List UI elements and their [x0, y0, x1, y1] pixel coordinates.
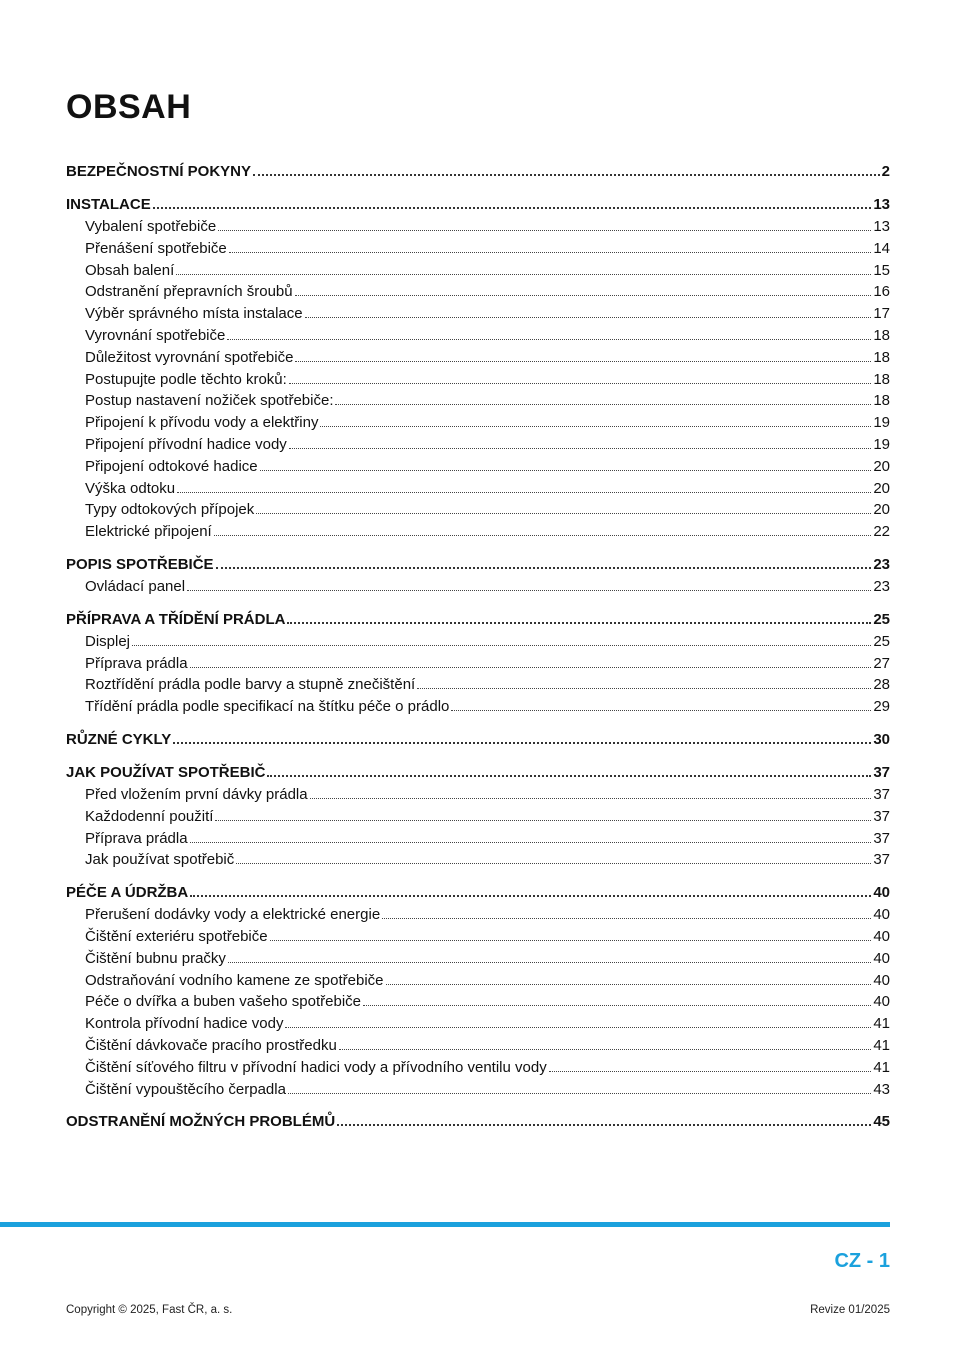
- toc-entry-page: 20: [873, 479, 890, 497]
- toc-entry-page: 16: [873, 283, 890, 301]
- toc-entry-label: Připojení k přívodu vody a elektřiny: [85, 414, 319, 432]
- dot-leader: [335, 404, 871, 405]
- toc-section: [66, 728, 890, 751]
- dot-leader: [216, 567, 872, 569]
- toc-subentry[interactable]: [66, 696, 890, 718]
- toc-entry-page: 18: [873, 370, 890, 388]
- toc-entry-page: 37: [873, 829, 890, 847]
- dot-leader: [253, 174, 880, 176]
- dot-leader: [228, 962, 871, 963]
- toc-subentry[interactable]: [66, 784, 890, 806]
- dot-leader: [289, 383, 872, 384]
- toc-entry-page: 23: [873, 555, 890, 573]
- toc-entry-page: 45: [873, 1113, 890, 1131]
- toc-entry-page: 25: [873, 632, 890, 650]
- toc-subentry[interactable]: [66, 412, 890, 434]
- toc-subentry[interactable]: [66, 521, 890, 543]
- toc-entry-label: Displej: [85, 632, 131, 650]
- toc-entry-label: Třídění prádla podle specifikací na štítku péče o prádlo: [85, 698, 450, 716]
- toc-entry-label: PÉČE A ÚDRŽBA: [66, 884, 189, 902]
- toc-subentry[interactable]: [66, 303, 890, 325]
- toc-section-heading[interactable]: [66, 881, 890, 904]
- dot-leader: [215, 820, 871, 821]
- toc-entry-label: Přerušení dodávky vody a elektrické energie: [85, 906, 381, 924]
- toc-subentry[interactable]: [66, 828, 890, 850]
- toc-section-heading[interactable]: [66, 728, 890, 751]
- toc-entry-page: 18: [873, 392, 890, 410]
- toc-entry-label: Čištění vypouštěcího čerpadla: [85, 1080, 286, 1098]
- toc-section-heading[interactable]: [66, 160, 890, 183]
- toc-section: [66, 1110, 890, 1133]
- toc-entry-label: Čištění dávkovače pracího prostředku: [85, 1036, 337, 1054]
- toc-entry-page: 14: [873, 239, 890, 257]
- toc-entry-label: Čištění bubnu pračky: [85, 949, 226, 967]
- toc-subentry[interactable]: [66, 499, 890, 521]
- toc-section-heading[interactable]: [66, 761, 890, 784]
- toc-subentry[interactable]: [66, 970, 890, 992]
- toc-entry-label: Čištění síťového filtru v přívodní hadici vody a přívodního ventilu vody: [85, 1058, 547, 1076]
- toc-entry-label: Příprava prádla: [85, 829, 188, 847]
- toc-entry-page: 27: [873, 654, 890, 672]
- toc-entry-label: Výběr správného místa instalace: [85, 305, 303, 323]
- toc-subentry[interactable]: [66, 347, 890, 369]
- toc-entry-page: 23: [873, 577, 890, 595]
- table-of-contents: [66, 160, 890, 1143]
- toc-entry-page: 40: [873, 884, 890, 902]
- toc-subentry[interactable]: [66, 478, 890, 500]
- toc-entry-label: Výška odtoku: [85, 479, 176, 497]
- page-title: OBSAH: [66, 88, 192, 126]
- dot-leader: [339, 1049, 872, 1050]
- toc-subentry[interactable]: [66, 434, 890, 456]
- dot-leader: [236, 863, 871, 864]
- toc-entry-label: Kontrola přívodní hadice vody: [85, 1015, 284, 1033]
- toc-subentry[interactable]: [66, 631, 890, 653]
- toc-entry-page: 40: [873, 993, 890, 1011]
- toc-entry-page: 40: [873, 927, 890, 945]
- toc-entry-page: 41: [873, 1015, 890, 1033]
- toc-entry-label: INSTALACE: [66, 196, 151, 213]
- dot-leader: [310, 798, 872, 799]
- toc-entry-label: ODSTRANĚNÍ MOŽNÝCH PROBLÉMŮ: [66, 1113, 336, 1131]
- toc-subentry[interactable]: [66, 1013, 890, 1035]
- toc-subentry[interactable]: [66, 653, 890, 675]
- dot-leader: [363, 1005, 871, 1006]
- toc-section: [66, 160, 890, 183]
- toc-subentry[interactable]: [66, 390, 890, 412]
- toc-entry-label: Připojení odtokové hadice: [85, 457, 258, 475]
- toc-entry-label: PŘÍPRAVA A TŘÍDĚNÍ PRÁDLA: [66, 610, 286, 628]
- toc-entry-label: BEZPEČNOSTNÍ POKYNY: [66, 163, 252, 180]
- toc-entry-page: 28: [873, 676, 890, 694]
- toc-entry-page: 18: [873, 348, 890, 366]
- toc-entry-label: Postup nastavení nožiček spotřebiče:: [85, 392, 334, 410]
- toc-subentry[interactable]: [66, 674, 890, 696]
- toc-entry-page: 29: [873, 698, 890, 716]
- dot-leader: [153, 207, 872, 209]
- dot-leader: [229, 252, 872, 253]
- dot-leader: [173, 742, 871, 744]
- toc-entry-page: 37: [873, 763, 890, 781]
- toc-entry-page: 40: [873, 971, 890, 989]
- toc-entry-label: Typy odtokových přípojek: [85, 501, 255, 519]
- dot-leader: [260, 470, 872, 471]
- toc-entry-label: Péče o dvířka a buben vašeho spotřebiče: [85, 993, 362, 1011]
- toc-entry-page: 37: [873, 851, 890, 869]
- toc-entry-page: 41: [873, 1058, 890, 1076]
- toc-entry-page: 37: [873, 785, 890, 803]
- toc-section-heading[interactable]: [66, 193, 890, 216]
- toc-subentry[interactable]: [66, 456, 890, 478]
- toc-entry-page: 41: [873, 1036, 890, 1054]
- toc-entry-page: 20: [873, 501, 890, 519]
- toc-entry-page: 37: [873, 807, 890, 825]
- dot-leader: [214, 535, 872, 536]
- dot-leader: [451, 710, 871, 711]
- dot-leader: [187, 590, 871, 591]
- toc-subentry[interactable]: [66, 1079, 890, 1101]
- toc-entry-label: Postupujte podle těchto kroků:: [85, 370, 287, 388]
- dot-leader: [227, 339, 871, 340]
- toc-entry-page: 15: [873, 261, 890, 279]
- dot-leader: [288, 1093, 871, 1094]
- copyright-text: Copyright © 2025, Fast ČR, a. s.: [66, 1304, 233, 1316]
- footer-divider: [0, 1222, 890, 1227]
- dot-leader: [177, 492, 871, 493]
- toc-subentry[interactable]: [66, 369, 890, 391]
- toc-entry-page: 18: [873, 326, 890, 344]
- toc-subentry[interactable]: [66, 260, 890, 282]
- toc-subentry[interactable]: [66, 281, 890, 303]
- revision-text: Revize 01/2025: [810, 1304, 890, 1316]
- toc-entry-label: Jak používat spotřebič: [85, 851, 235, 869]
- dot-leader: [386, 984, 872, 985]
- toc-entry-label: JAK POUŽÍVAT SPOTŘEBIČ: [66, 763, 266, 781]
- dot-leader: [417, 688, 871, 689]
- toc-entry-label: Každodenní použití: [85, 807, 214, 825]
- toc-entry-page: 30: [873, 730, 890, 748]
- toc-entry-label: Odstranění přepravních šroubů: [85, 283, 293, 301]
- toc-subentry[interactable]: [66, 1035, 890, 1057]
- toc-subentry[interactable]: [66, 991, 890, 1013]
- toc-subentry[interactable]: [66, 576, 890, 598]
- dot-leader: [305, 317, 872, 318]
- dot-leader: [190, 842, 872, 843]
- toc-section: [66, 881, 890, 1100]
- toc-entry-label: POPIS SPOTŘEBIČE: [66, 555, 214, 573]
- toc-entry-page: 40: [873, 949, 890, 967]
- dot-leader: [218, 230, 871, 231]
- toc-section: [66, 608, 890, 718]
- toc-entry-page: 40: [873, 906, 890, 924]
- dot-leader: [289, 448, 872, 449]
- dot-leader: [295, 295, 872, 296]
- toc-entry-label: Vyrovnání spotřebiče: [85, 326, 226, 344]
- toc-entry-page: 2: [881, 163, 890, 180]
- dot-leader: [176, 274, 871, 275]
- toc-section-heading[interactable]: [66, 608, 890, 631]
- dot-leader: [337, 1124, 871, 1126]
- toc-entry-label: Příprava prádla: [85, 654, 188, 672]
- dot-leader: [256, 513, 871, 514]
- toc-entry-page: 25: [873, 610, 890, 628]
- toc-entry-label: Obsah balení: [85, 261, 175, 279]
- dot-leader: [190, 895, 871, 897]
- toc-section: [66, 553, 890, 598]
- toc-entry-label: Odstraňování vodního kamene ze spotřebiče: [85, 971, 384, 989]
- toc-subentry[interactable]: [66, 1057, 890, 1079]
- toc-subentry[interactable]: [66, 238, 890, 260]
- toc-entry-label: Vybalení spotřebiče: [85, 218, 217, 235]
- toc-entry-label: Elektrické připojení: [85, 523, 212, 541]
- dot-leader: [267, 775, 871, 777]
- toc-entry-label: Přenášení spotřebiče: [85, 239, 227, 257]
- toc-entry-page: 19: [873, 414, 890, 432]
- toc-entry-page: 43: [873, 1080, 890, 1098]
- toc-section-heading[interactable]: [66, 553, 890, 576]
- toc-entry-page: 19: [873, 435, 890, 453]
- toc-entry-label: Před vložením první dávky prádla: [85, 785, 308, 803]
- dot-leader: [132, 645, 871, 646]
- dot-leader: [270, 940, 872, 941]
- toc-entry-label: Roztřídění prádla podle barvy a stupně znečištění: [85, 676, 416, 694]
- toc-entry-page: 22: [873, 523, 890, 541]
- toc-entry-label: Čištění exteriéru spotřebiče: [85, 927, 268, 945]
- dot-leader: [320, 426, 871, 427]
- toc-entry-page: 13: [873, 218, 890, 235]
- toc-subentry[interactable]: [66, 948, 890, 970]
- toc-subentry[interactable]: [66, 216, 890, 238]
- toc-subentry[interactable]: [66, 849, 890, 871]
- dot-leader: [295, 361, 871, 362]
- toc-section: [66, 761, 890, 871]
- dot-leader: [190, 667, 872, 668]
- toc-entry-label: Ovládací panel: [85, 577, 186, 595]
- toc-subentry[interactable]: [66, 904, 890, 926]
- toc-subentry[interactable]: [66, 926, 890, 948]
- toc-entry-page: 17: [873, 305, 890, 323]
- toc-subentry[interactable]: [66, 325, 890, 347]
- dot-leader: [285, 1027, 871, 1028]
- page-number: CZ - 1: [834, 1250, 890, 1272]
- toc-subentry[interactable]: [66, 806, 890, 828]
- dot-leader: [382, 918, 871, 919]
- toc-entry-page: 20: [873, 457, 890, 475]
- dot-leader: [549, 1071, 872, 1072]
- dot-leader: [287, 622, 871, 624]
- toc-entry-label: Důležitost vyrovnání spotřebiče: [85, 348, 294, 366]
- toc-entry-label: RŮZNÉ CYKLY: [66, 730, 172, 748]
- toc-entry-label: Připojení přívodní hadice vody: [85, 435, 287, 453]
- toc-entry-page: 13: [873, 196, 890, 213]
- toc-section: [66, 193, 890, 543]
- toc-section-heading[interactable]: [66, 1110, 890, 1133]
